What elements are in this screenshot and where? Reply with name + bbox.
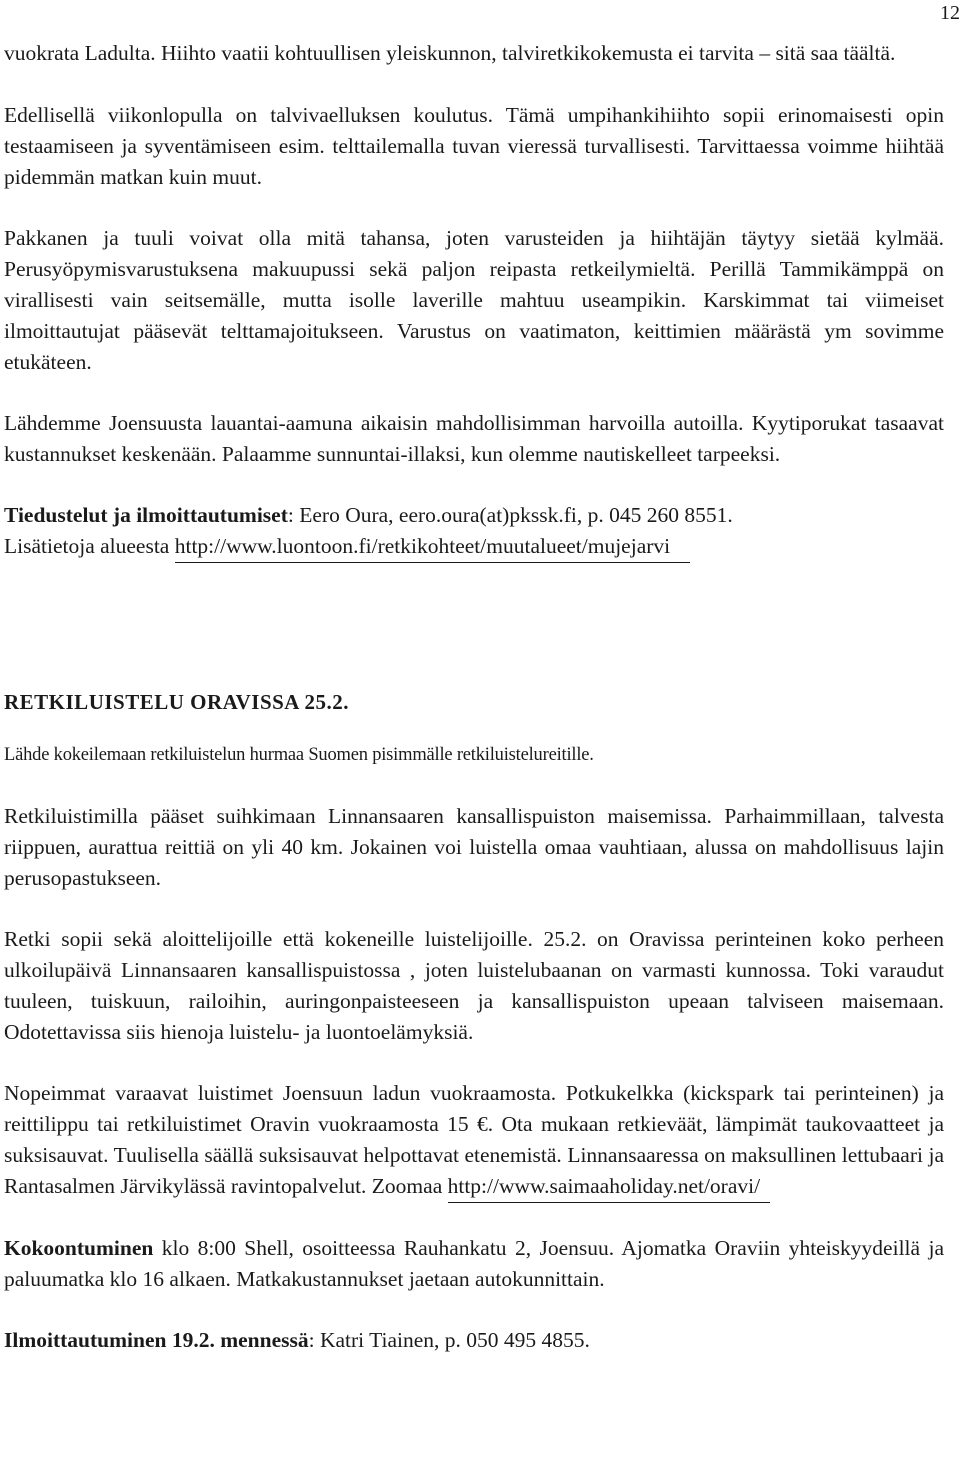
vuokraus-text: Nopeimmat varaavat luistimet Joensuun ladun vuokraamosta. Potkukelkka (kickspark tai perinteinen) ja reittilippu tai retkiluistimet Oravin vuokraamosta 15 €. Ota mukaan retkieväät, lämpimät taukovaatteet ja suksisauvat. Tuulisella säällä suksisauvat helpottavat etenemistä. Linnansaaressa on maksullinen lettubaari ja Rantasalmen Järvikylässä ravintopalvelut. Zoomaa xyxy=(4,1081,944,1198)
section-intro: Lähde kokeilemaan retkiluistelun hurmaa Suomen pisimmälle retkiluistelureitille. xyxy=(4,745,594,765)
tiedustelut-contact: : Eero Oura, eero.oura(at)pkssk.fi, p. 045 260 8551. xyxy=(287,503,733,527)
paragraph-pakkanen-varusteet: Pakkanen ja tuuli voivat olla mitä tahansa, joten varusteiden ja hiihtäjän täytyy sietää kylmää. Perusyöpymisvarustuksena makuupussi sekä paljon reipasta retkeilymieltä. Perillä Tammikämppä on virallisesti vain seitsemälle, mutta isolle laverille mahtuu useampikin. Karskimmat tai viimeiset ilmoittautujat pääsevät telttamajoitukseen. Varustus on vaatimaton, keittimien määrästä ym sovimme etukäteen. xyxy=(4,226,944,374)
saimaaholiday-link[interactable]: http://www.saimaaholiday.net/oravi/ xyxy=(448,1171,770,1203)
paragraph-vuokraus xyxy=(4,1078,944,1203)
kokoontuminen-text: klo 8:00 Shell, osoitteessa Rauhankatu 2, Joensuu. Ajomatka Oraviin yhteiskyydeillä ja paluumatka klo 16 alkaen. Matkakustannukset jaetaan autokunnittain. xyxy=(4,1236,944,1291)
page-number: 12 xyxy=(940,2,960,24)
paragraph-talvivaellus-koulutus: Edellisellä viikonlopulla on talvivaelluksen koulutus. Tämä umpihankihiihto sopii erinomaisesti opin testaamiseen ja syventämiseen esim. telttailemalla tuvan vieressä turvallisesti. Tarvittaessa voimme hiihtää pidemmän matkan kuin muut. xyxy=(4,103,944,189)
luontoon-link[interactable]: http://www.luontoon.fi/retkikohteet/muutalueet/mujejarvi xyxy=(175,531,690,563)
paragraph-lahto-joensuusta: Lähdemme Joensuusta lauantai-aamuna aikaisin mahdollisimman harvoilla autoilla. Kyytiporukat tasaavat kustannukset keskenään. Palaamme sunnuntai-illaksi, kun olemme nautiskelleet tarpeeksi. xyxy=(4,411,944,466)
lisatietoja-label: Lisätietoja alueesta xyxy=(4,534,175,558)
tiedustelut-label: Tiedustelut ja ilmoittautumiset xyxy=(4,503,288,527)
ilmoittautuminen-label: Ilmoittautuminen 19.2. mennessä xyxy=(4,1328,309,1352)
kokoontuminen-label: Kokoontuminen xyxy=(4,1236,154,1260)
document-body xyxy=(4,38,944,1356)
paragraph-ilmoittautuminen xyxy=(4,1325,944,1356)
ilmoittautuminen-contact: : Katri Tiainen, p. 050 495 4855. xyxy=(308,1328,590,1352)
paragraph-tiedustelut xyxy=(4,500,944,563)
paragraph-kokoontuminen xyxy=(4,1233,944,1295)
paragraph-hiihto-vaatimukset: vuokrata Ladulta. Hiihto vaatii kohtuullisen yleiskunnon, talviretkikokemusta ei tarvita – sitä saa täältä. xyxy=(4,41,896,65)
paragraph-retkiluistimilla: Retkiluistimilla pääset suihkimaan Linnansaaren kansallispuiston maisemissa. Parhaimmillaan, talvesta riippuen, aurattua reittiä on yli 40 km. Jokainen voi luistella omaa vauhtiaan, alussa on mahdollisuus lajin perusopastukseen. xyxy=(4,804,944,890)
paragraph-retki-sopii: Retki sopii sekä aloittelijoille että kokeneille luistelijoille. 25.2. on Oravissa perinteinen koko perheen ulkoilupäivä Linnansaaren kansallispuistossa , joten luistelubaanan on varmasti kunnossa. Toki varaudut tuuleen, tuiskuun, railoihin, auringonpaisteeseen ja kansallispuiston upeaan talviseen maisemaan. Odotettavissa siis hienoja luistelu- ja luontoelämyksiä. xyxy=(4,927,944,1044)
section-heading-retkiluistelu: RETKILUISTELU ORAVISSA 25.2. xyxy=(4,690,350,714)
